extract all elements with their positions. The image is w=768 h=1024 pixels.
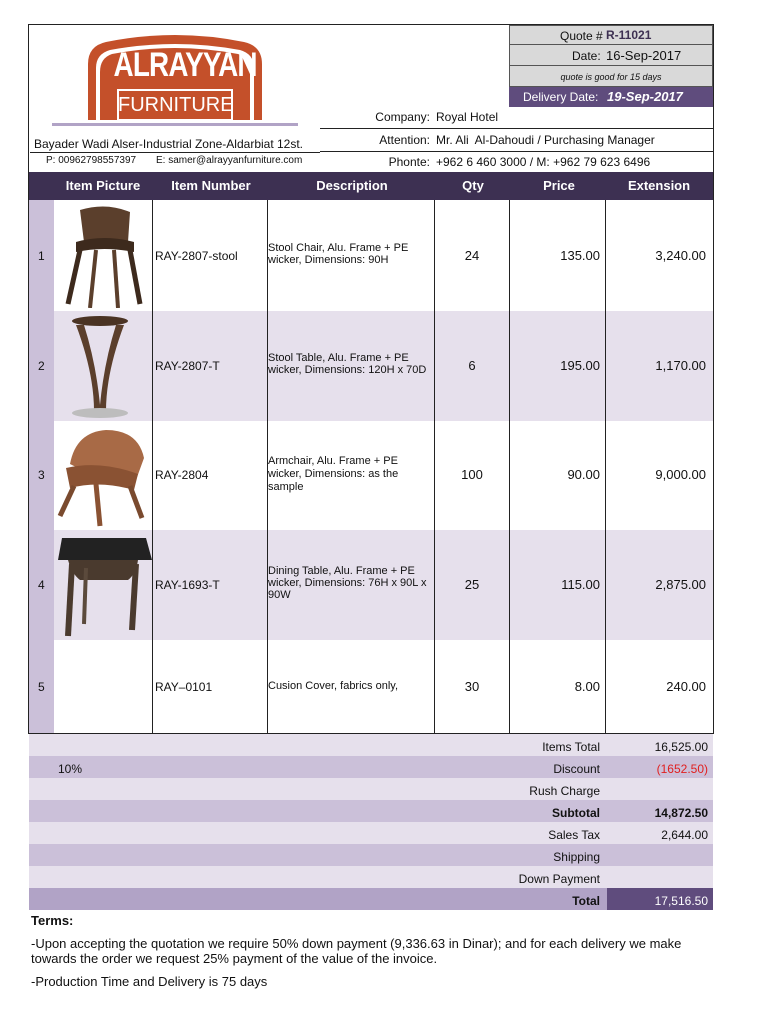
item-qty: 25 [464,577,480,592]
item-qty: 24 [464,248,480,263]
row-number: 5 [38,680,45,694]
col-extension: Extension [627,178,691,193]
item-number: RAY-2807-T [155,359,220,373]
client-attention: Mr. Ali Al-Dahoudi / Purchasing Manager [436,133,655,147]
company-phone: P: 00962798557397 [46,155,137,166]
company-email: E: samer@alrayyanfurniture.com [156,155,303,166]
row-number: 1 [38,249,45,263]
row-number: 4 [38,578,45,592]
subtotal-label: Subtotal [552,806,600,820]
item-qty: 6 [468,358,476,373]
item-description: Dining Table, Alu. Frame + PE wicker, Dimensions: 76H x 90L x 90W [268,565,427,601]
terms-title: Terms: [31,913,74,928]
item-extension: 2,875.00 [655,577,706,592]
col-description: Description [316,178,388,193]
item-number: RAY–0101 [155,680,213,694]
down-payment-label: Down Payment [518,872,600,886]
total-value: 17,516.50 [654,894,708,908]
row-number: 3 [38,468,45,482]
item-number: RAY-1693-T [155,578,220,592]
item-price: 195.00 [560,358,600,373]
phone-label: Phonte: [388,155,430,169]
col-item-number: Item Number [171,178,251,193]
stool-chair-image [58,204,148,308]
item-price: 8.00 [574,679,600,694]
client-phone: +962 6 460 3000 / M: +962 79 623 6496 [436,155,651,169]
sales-tax-row [32,824,712,846]
dining-table-image [56,534,152,638]
item-extension: 240.00 [666,679,706,694]
client-value-underline [434,151,714,152]
client-divider-1 [320,128,714,129]
col-item-picture: Item Picture [65,178,141,193]
items-total-value: 16,525.00 [654,740,708,754]
stool-table-image [64,313,138,419]
shipping-row [32,846,712,868]
armchair-image [56,424,148,528]
rush-charge-row [32,780,712,802]
table-row [32,640,712,733]
quote-number: R-11021 [606,28,652,42]
sales-tax-value: 2,644.00 [661,828,708,842]
items-total-label: Items Total [542,740,600,754]
item-number: RAY-2807-stool [155,249,238,263]
down-payment-row [32,868,712,890]
item-description: Stool Chair, Alu. Frame + PE wicker, Dimensions: 90H [268,242,409,266]
subtotal-value: 14,872.50 [654,806,708,820]
terms-line-2: -Production Time and Delivery is 75 days [31,974,268,989]
discount-value: (1652.50) [656,762,708,776]
company-address: Bayader Wadi Alser-Industrial Zone-Aldarbiat 12st. [34,137,304,151]
item-extension: 1,170.00 [655,358,706,373]
date-label: Date: [572,49,601,63]
item-price: 135.00 [560,248,600,263]
item-description: Armchair, Alu. Frame + PE wicker, Dimensions: as the sample [268,455,399,493]
logo-bottom-text: FURNITURE [118,94,234,116]
quote-box [509,25,713,107]
col-price: Price [543,178,575,193]
company-logo [52,28,298,126]
item-price: 115.00 [561,577,600,592]
item-description: Cusion Cover, fabrics only, [268,680,399,692]
address-underline [30,152,320,153]
delivery-date: 19-Sep-2017 [607,89,683,104]
items-total-row [32,736,712,758]
rush-charge-label: Rush Charge [529,784,600,798]
delivery-date-label: Delivery Date: [523,90,599,104]
item-extension: 9,000.00 [655,467,706,482]
attention-label: Attention: [379,133,430,147]
sales-tax-label: Sales Tax [548,828,600,842]
item-qty: 100 [461,467,483,482]
item-extension: 3,240.00 [655,248,706,263]
discount-percent: 10% [58,762,83,776]
item-price: 90.00 [567,467,600,482]
client-company: Royal Hotel [436,110,499,124]
logo-top-text: ALRAYYAN [113,46,257,84]
item-qty: 30 [464,679,480,694]
item-number: RAY-2804 [155,468,209,482]
row-number: 2 [38,359,45,373]
subtotal-row [32,802,712,824]
table-header [29,172,713,200]
company-label: Company: [375,110,430,124]
total-label: Total [572,894,600,908]
quote-number-label: Quote # [560,29,603,43]
shipping-label: Shipping [553,850,600,864]
total-row [32,890,712,912]
quote-date: 16-Sep-2017 [606,48,682,63]
discount-row [32,758,712,780]
quote-validity: quote is good for 15 days [509,65,713,87]
discount-label: Discount [553,762,600,776]
item-description: Stool Table, Alu. Frame + PE wicker, Dimensions: 120H x 70D [268,352,427,376]
col-qty: Qty [462,178,484,193]
terms-line-1: -Upon accepting the quotation we require 50% down payment (9,336.63 in Dinar); and for each delivery we make towards the order we request 25% payment of the value of the invoice. [31,936,682,966]
